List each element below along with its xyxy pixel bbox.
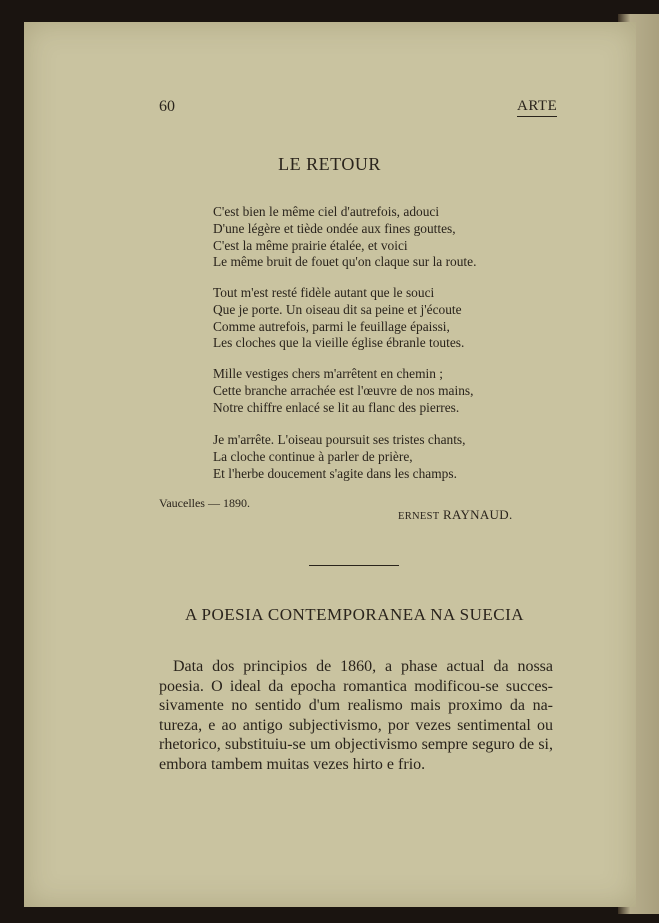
poem-line: Je m'arrête. L'oiseau poursuit ses tristes chants, [213,432,466,447]
poem-stanza-4 [213,432,466,482]
poem-line: La cloche continue à parler de prière, [213,448,413,464]
poem-line: Tout m'est resté fidèle autant que le souci [213,285,435,300]
page-number: 60 [159,98,175,115]
poem-line: Le même bruit de fouet qu'on claque sur la route. [213,254,477,270]
running-title: ARTE [517,98,557,117]
article-paragraph: Data dos principios de 1860, a phase actual da nossa poesia. O ideal da epocha romantica modificou-se succes-sivamente no sentido d'um realismo mais proximo da na-tureza, e ao antigo subjectivismo, por vezes sentimental ou rhetorico, substituiu-se um objectivismo sempre seguro de si, embora tambem muitas vezes hirto e frio. [159,658,553,773]
poem-line: Que je porte. Un oiseau dit sa peine et j'écoute [213,301,462,317]
poem-line: C'est la même prairie étalée, et voici [213,237,408,253]
author-surname: RAYNAUD. [443,507,513,522]
poem-line: Et l'herbe doucement s'agite dans les champs. [213,465,457,481]
poem-stanza-2 [213,285,464,352]
poem-line: Cette branche arrachée est l'œuvre de nos mains, [213,382,474,398]
article-title: A POESIA CONTEMPORANEA NA SUECIA [184,605,525,624]
poem-line: Les cloches que la vieille église ébranle toutes. [213,335,465,351]
poem-stanza-1 [213,204,476,271]
poem-line: C'est bien le même ciel d'autrefois, adouci [213,204,440,219]
author-first-name: ERNEST [398,511,440,522]
section-divider [309,565,399,566]
poem-line: Notre chiffre enlacé se lit au flanc des pierres. [213,399,460,415]
poem-line: D'une légère et tiède ondée aux fines gouttes, [213,220,456,236]
author-signature [398,507,513,523]
poem-stanza-3 [213,366,473,416]
poem-title: LE RETOUR [278,154,381,174]
poem-line: Mille vestiges chers m'arrêtent en chemin ; [213,366,443,381]
place-date: Vaucelles — 1890. [159,496,250,510]
poem-line: Comme autrefois, parmi le feuillage épaissi, [213,318,450,334]
